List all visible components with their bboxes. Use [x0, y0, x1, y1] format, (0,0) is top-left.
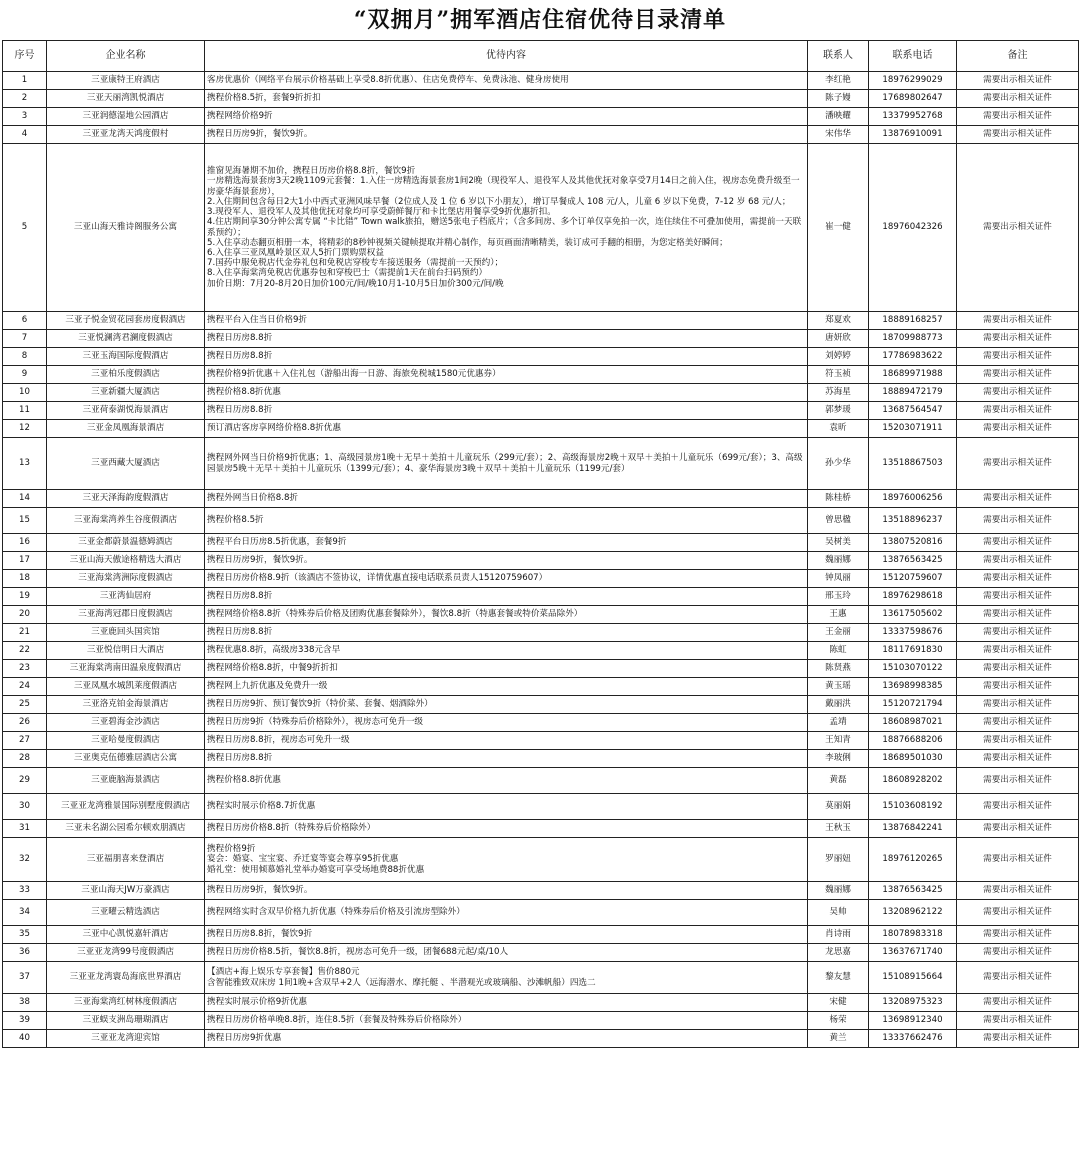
row-company: 三亚悦信明日大酒店 — [47, 642, 205, 660]
row-contact: 黄兰 — [808, 1030, 869, 1048]
row-index: 18 — [3, 570, 47, 588]
row-note: 需要出示相关证件 — [957, 750, 1079, 768]
row-phone: 13698912340 — [869, 1012, 957, 1030]
row-company: 三亚鹿脑海景酒店 — [47, 768, 205, 794]
row-contact: 宋健 — [808, 994, 869, 1012]
row-index: 24 — [3, 678, 47, 696]
row-offer: 携程日历房8.8折 — [205, 588, 808, 606]
row-phone: 13698998385 — [869, 678, 957, 696]
row-index: 17 — [3, 552, 47, 570]
row-offer: 携程平台入住当日价格9折 — [205, 312, 808, 330]
row-note: 需要出示相关证件 — [957, 678, 1079, 696]
header-offer: 优待内容 — [205, 41, 808, 72]
table-row — [3, 660, 1079, 678]
row-offer: 携程价格8.5折，套餐9折折扣 — [205, 90, 808, 108]
table-row — [3, 108, 1079, 126]
row-index: 12 — [3, 420, 47, 438]
row-company: 三亚天丽湾凯悦酒店 — [47, 90, 205, 108]
row-index: 25 — [3, 696, 47, 714]
row-offer: 携程日历房8.8折 — [205, 402, 808, 420]
row-phone: 18876688206 — [869, 732, 957, 750]
row-index: 27 — [3, 732, 47, 750]
row-note: 需要出示相关证件 — [957, 732, 1079, 750]
row-index: 13 — [3, 438, 47, 490]
row-company: 三亚山海天傲途格精选大酒店 — [47, 552, 205, 570]
row-offer: 携程价格9折优惠＋入住礼包（游船出海一日游、海旅免税城1580元优惠券） — [205, 366, 808, 384]
row-note: 需要出示相关证件 — [957, 624, 1079, 642]
row-contact: 龙思嘉 — [808, 944, 869, 962]
row-company: 三亚曜云精选酒店 — [47, 900, 205, 926]
row-company: 三亚金凤凰海景酒店 — [47, 420, 205, 438]
row-phone: 13687564547 — [869, 402, 957, 420]
row-phone: 13379952768 — [869, 108, 957, 126]
row-index: 1 — [3, 72, 47, 90]
row-contact: 黄玉瑶 — [808, 678, 869, 696]
row-phone: 13876563425 — [869, 882, 957, 900]
row-offer: 携程价格8.8折优惠 — [205, 768, 808, 794]
row-phone: 15103070122 — [869, 660, 957, 678]
table-row — [3, 90, 1079, 108]
row-contact: 王秋玉 — [808, 820, 869, 838]
row-offer: 携程实时展示价格8.7折优惠 — [205, 794, 808, 820]
row-phone: 18689501030 — [869, 750, 957, 768]
row-note: 需要出示相关证件 — [957, 794, 1079, 820]
row-offer: 携程日历房8.8折，视房态可免升一级 — [205, 732, 808, 750]
row-company: 三亚康特王府酒店 — [47, 72, 205, 90]
table-row — [3, 714, 1079, 732]
row-phone: 15108915664 — [869, 962, 957, 994]
row-company: 三亚蜈支洲岛珊瑚酒店 — [47, 1012, 205, 1030]
row-phone: 15120721794 — [869, 696, 957, 714]
table-row — [3, 126, 1079, 144]
row-company: 三亚中心凯悦嘉轩酒店 — [47, 926, 205, 944]
row-contact: 曾思楹 — [808, 508, 869, 534]
row-index: 29 — [3, 768, 47, 794]
row-contact: 杨荣 — [808, 1012, 869, 1030]
table-row — [3, 312, 1079, 330]
row-note: 需要出示相关证件 — [957, 926, 1079, 944]
row-company: 三亚亚龙湾天鸿度假村 — [47, 126, 205, 144]
row-note: 需要出示相关证件 — [957, 900, 1079, 926]
row-note: 需要出示相关证件 — [957, 312, 1079, 330]
row-offer: 携程网络实时含双早价格九折优惠（特殊券后价格及引流房型除外） — [205, 900, 808, 926]
row-offer: 推窗见海暑期不加价，携程日历房价格8.8折，餐饮9折 一房精选海景套房3天2晚1109元套餐：1.入住一房精选海景套房1间2晚（现役军人、退役军人及其他优抚对象享受7月14日之前入住，视房态免费升级至一房豪华海景套房）， 2.入住期间包含每日2大1小中西式亚洲风味早餐（2位成人及 1 位 6 岁以下小朋友），增订早餐成人 108 元/人，儿童 6 岁以下免费，7-12 岁 68 元/人； 3.现役军人、退役军人及其他优抚对象均可享受蔚鲜餐厅和卡比堡店用餐享受9折优惠折扣。 4.住店期间享30分钟公寓专属 “卡比错” Town walk旅拍，赠送5张电子档底片；（含多间房、多个订单仅享免拍一次，连住续住不可叠加使用，需提前一天联系预约）； 5.入住享动态翻页相册一本，将精彩的8秒钟视频关键帧提取并精心制作，每页画面清晰精美，装订成可手翻的相册，为您定格美好瞬间； 6.入住享三亚凤凰岭景区双人5折门票购票权益 7.国药中服免税店代金券礼包和免税店穿梭专车接送服务（需提前一天预约）； 8.入住享海棠湾免税店优惠券包和穿梭巴士（需提前1天在前台扫码预约） 加价日期：7月20-8月20日加价100元/间/晚10月1-10月5日加价300元/间/晚 — [205, 144, 808, 312]
row-company: 三亚未名湖公园希尔顿欢朋酒店 — [47, 820, 205, 838]
row-offer: 携程日历房9折，餐饮9折。 — [205, 882, 808, 900]
table-row — [3, 1030, 1079, 1048]
table-row — [3, 438, 1079, 490]
table-row — [3, 508, 1079, 534]
row-phone: 13637671740 — [869, 944, 957, 962]
row-offer: 携程外网当日价格8.8折 — [205, 490, 808, 508]
row-contact: 吴树美 — [808, 534, 869, 552]
row-phone: 13807520816 — [869, 534, 957, 552]
table-row — [3, 678, 1079, 696]
row-index: 39 — [3, 1012, 47, 1030]
row-company: 三亚亚龙湾迎宾馆 — [47, 1030, 205, 1048]
row-phone: 13208962122 — [869, 900, 957, 926]
row-contact: 王惠 — [808, 606, 869, 624]
header-phone: 联系电话 — [869, 41, 957, 72]
row-company: 三亚天泽海韵度假酒店 — [47, 490, 205, 508]
row-contact: 魏丽娜 — [808, 882, 869, 900]
row-phone: 13876910091 — [869, 126, 957, 144]
row-note: 需要出示相关证件 — [957, 348, 1079, 366]
row-note: 需要出示相关证件 — [957, 508, 1079, 534]
table-row — [3, 366, 1079, 384]
table-row — [3, 962, 1079, 994]
row-contact: 肖诗雨 — [808, 926, 869, 944]
row-phone: 18976299029 — [869, 72, 957, 90]
row-company: 三亚海棠湾南田温泉度假酒店 — [47, 660, 205, 678]
row-phone: 15103608192 — [869, 794, 957, 820]
row-company: 三亚子悦金贸花园套房度假酒店 — [47, 312, 205, 330]
row-index: 3 — [3, 108, 47, 126]
table-row — [3, 882, 1079, 900]
table-row — [3, 926, 1079, 944]
row-note: 需要出示相关证件 — [957, 820, 1079, 838]
row-contact: 魏丽娜 — [808, 552, 869, 570]
row-offer: 客房优惠价（网络平台展示价格基础上享受8.8折优惠）、住店免费停车、免费泳池、健身房使用 — [205, 72, 808, 90]
row-note: 需要出示相关证件 — [957, 438, 1079, 490]
table-body — [3, 72, 1079, 1048]
row-offer: 携程日历房9折，餐饮9折。 — [205, 126, 808, 144]
row-offer: 携程网络价格8.8折（特殊券后价格及团购优惠套餐除外），餐饮8.8折（特惠套餐或特价菜品除外） — [205, 606, 808, 624]
row-note: 需要出示相关证件 — [957, 1030, 1079, 1048]
row-company: 三亚润德湿地公园酒店 — [47, 108, 205, 126]
table-row — [3, 696, 1079, 714]
row-offer: 预订酒店客房享网络价格8.8折优惠 — [205, 420, 808, 438]
row-company: 三亚湾仙居府 — [47, 588, 205, 606]
row-note: 需要出示相关证件 — [957, 994, 1079, 1012]
row-note: 需要出示相关证件 — [957, 606, 1079, 624]
row-offer: 携程日历房价格8.9折（该酒店不签协议，详情优惠直接电话联系员责人15120759607） — [205, 570, 808, 588]
row-offer: 携程日历房8.8折 — [205, 750, 808, 768]
row-note: 需要出示相关证件 — [957, 490, 1079, 508]
row-company: 三亚山海天JW万豪酒店 — [47, 882, 205, 900]
row-contact: 陈桂桥 — [808, 490, 869, 508]
row-index: 23 — [3, 660, 47, 678]
table-row — [3, 402, 1079, 420]
row-index: 19 — [3, 588, 47, 606]
table-row — [3, 570, 1079, 588]
row-contact: 陈贤燕 — [808, 660, 869, 678]
row-phone: 13876842241 — [869, 820, 957, 838]
row-company: 三亚柏乐度假酒店 — [47, 366, 205, 384]
row-contact: 李红艳 — [808, 72, 869, 90]
hotel-offer-table — [2, 40, 1079, 1048]
row-offer: 携程日历房8.8折 — [205, 330, 808, 348]
row-note: 需要出示相关证件 — [957, 402, 1079, 420]
row-contact: 吴帅 — [808, 900, 869, 926]
row-company: 三亚鹿回头国宾馆 — [47, 624, 205, 642]
header-index: 序号 — [3, 41, 47, 72]
table-row — [3, 838, 1079, 882]
row-index: 30 — [3, 794, 47, 820]
row-contact: 邢玉玲 — [808, 588, 869, 606]
table-row — [3, 624, 1079, 642]
row-phone: 13337598676 — [869, 624, 957, 642]
row-index: 34 — [3, 900, 47, 926]
row-company: 三亚凤凰水城凯莱度假酒店 — [47, 678, 205, 696]
row-phone: 18078983318 — [869, 926, 957, 944]
table-row — [3, 750, 1079, 768]
row-company: 三亚金都蔚景温德姆酒店 — [47, 534, 205, 552]
row-offer: 携程网上九折优惠及免费升一级 — [205, 678, 808, 696]
row-note: 需要出示相关证件 — [957, 384, 1079, 402]
row-index: 5 — [3, 144, 47, 312]
row-note: 需要出示相关证件 — [957, 944, 1079, 962]
row-note: 需要出示相关证件 — [957, 420, 1079, 438]
row-index: 6 — [3, 312, 47, 330]
row-offer: 携程日历房价格8.8折（特殊券后价格除外） — [205, 820, 808, 838]
row-index: 4 — [3, 126, 47, 144]
row-contact: 孟靖 — [808, 714, 869, 732]
row-note: 需要出示相关证件 — [957, 588, 1079, 606]
row-phone: 18976006256 — [869, 490, 957, 508]
row-contact: 黄磊 — [808, 768, 869, 794]
row-index: 33 — [3, 882, 47, 900]
row-note: 需要出示相关证件 — [957, 882, 1079, 900]
row-index: 35 — [3, 926, 47, 944]
row-offer: 携程日历房价格单晚8.8折，连住8.5折（套餐及特殊券后价格除外） — [205, 1012, 808, 1030]
row-contact: 钟凤丽 — [808, 570, 869, 588]
row-contact: 崔一健 — [808, 144, 869, 312]
row-phone: 18689971988 — [869, 366, 957, 384]
row-contact: 袁昕 — [808, 420, 869, 438]
row-company: 三亚碧海金沙酒店 — [47, 714, 205, 732]
row-note: 需要出示相关证件 — [957, 1012, 1079, 1030]
row-company: 三亚海棠湾洲际度假酒店 — [47, 570, 205, 588]
row-contact: 黎友慧 — [808, 962, 869, 994]
row-offer: 携程日历房9折、预订餐饮9折（特价菜、套餐、烟酒除外） — [205, 696, 808, 714]
row-phone: 13617505602 — [869, 606, 957, 624]
row-index: 40 — [3, 1030, 47, 1048]
row-contact: 潘映耀 — [808, 108, 869, 126]
row-index: 36 — [3, 944, 47, 962]
row-index: 9 — [3, 366, 47, 384]
table-row — [3, 732, 1079, 750]
row-company: 三亚海湾冠郡日度假酒店 — [47, 606, 205, 624]
row-company: 三亚亚龙湾99号度假酒店 — [47, 944, 205, 962]
row-offer: 【酒店+海上娱乐专享套餐】售价880元 含智能雅致双床房 1间1晚+含双早+2人（远海潜水、摩托艇 、半潜观光或玻璃船、沙滩帆船）四选二 — [205, 962, 808, 994]
row-note: 需要出示相关证件 — [957, 642, 1079, 660]
row-index: 10 — [3, 384, 47, 402]
row-phone: 13876563425 — [869, 552, 957, 570]
row-company: 三亚西藏大厦酒店 — [47, 438, 205, 490]
table-row — [3, 72, 1079, 90]
row-offer: 携程日历房8.8折 — [205, 348, 808, 366]
table-row — [3, 384, 1079, 402]
row-index: 8 — [3, 348, 47, 366]
row-phone: 13518867503 — [869, 438, 957, 490]
row-note: 需要出示相关证件 — [957, 768, 1079, 794]
row-offer: 携程网络价格8.8折，中餐9折折扣 — [205, 660, 808, 678]
row-note: 需要出示相关证件 — [957, 552, 1079, 570]
row-contact: 王知青 — [808, 732, 869, 750]
table-row — [3, 588, 1079, 606]
table-row — [3, 348, 1079, 366]
row-note: 需要出示相关证件 — [957, 962, 1079, 994]
row-phone: 17786983622 — [869, 348, 957, 366]
header-note: 备注 — [957, 41, 1079, 72]
row-company: 三亚悦澜湾君澜度假酒店 — [47, 330, 205, 348]
row-offer: 携程价格8.5折 — [205, 508, 808, 534]
row-index: 15 — [3, 508, 47, 534]
row-phone: 13208975323 — [869, 994, 957, 1012]
row-company: 三亚亚龙湾雅景国际别墅度假酒店 — [47, 794, 205, 820]
row-company: 三亚海棠湾红树林度假酒店 — [47, 994, 205, 1012]
row-index: 32 — [3, 838, 47, 882]
table-row — [3, 768, 1079, 794]
table-row — [3, 944, 1079, 962]
row-offer: 携程网外网当日价格9折优惠；1、高级园景房1晚＋无早＋美拍＋儿童玩乐（299元/套）；2、高级海景房2晚＋双早＋美拍＋儿童玩乐（699元/套）；3、高级园景房5晚＋无早＋美拍＋儿童玩乐（1399元/套）；4、豪华海景房3晚＋双早＋美拍＋儿童玩乐（1199元/套） — [205, 438, 808, 490]
row-phone: 13518896237 — [869, 508, 957, 534]
row-phone: 18976120265 — [869, 838, 957, 882]
row-note: 需要出示相关证件 — [957, 330, 1079, 348]
row-contact: 郑夏欢 — [808, 312, 869, 330]
row-note: 需要出示相关证件 — [957, 660, 1079, 678]
row-phone: 18608987021 — [869, 714, 957, 732]
row-company: 三亚海棠湾养生谷度假酒店 — [47, 508, 205, 534]
row-index: 16 — [3, 534, 47, 552]
row-contact: 孙少华 — [808, 438, 869, 490]
row-company: 三亚山海天雅诗阁服务公寓 — [47, 144, 205, 312]
table-row — [3, 794, 1079, 820]
row-company: 三亚哈曼度假酒店 — [47, 732, 205, 750]
table-row — [3, 820, 1079, 838]
row-note: 需要出示相关证件 — [957, 838, 1079, 882]
row-index: 26 — [3, 714, 47, 732]
row-company: 三亚玉海国际度假酒店 — [47, 348, 205, 366]
table-row — [3, 144, 1079, 312]
row-note: 需要出示相关证件 — [957, 90, 1079, 108]
row-offer: 携程优惠8.8折，高级房338元含早 — [205, 642, 808, 660]
row-offer: 携程网络价格9折 — [205, 108, 808, 126]
row-phone: 18976042326 — [869, 144, 957, 312]
row-offer: 携程实时展示价格9折优惠 — [205, 994, 808, 1012]
row-note: 需要出示相关证件 — [957, 108, 1079, 126]
table-row — [3, 642, 1079, 660]
row-note: 需要出示相关证件 — [957, 696, 1079, 714]
table-row — [3, 330, 1079, 348]
row-phone: 18976298618 — [869, 588, 957, 606]
row-offer: 携程日历房8.8折，餐饮9折 — [205, 926, 808, 944]
row-phone: 18709988773 — [869, 330, 957, 348]
table-row — [3, 534, 1079, 552]
row-company: 三亚福朋喜来登酒店 — [47, 838, 205, 882]
row-index: 22 — [3, 642, 47, 660]
row-note: 需要出示相关证件 — [957, 570, 1079, 588]
row-phone: 17689802647 — [869, 90, 957, 108]
row-offer: 携程价格9折 宴会：婚宴、宝宝宴、乔迁宴等宴会尊享95折优惠 婚礼堂：使用倾慕婚礼堂举办婚宴可享受场地费88折优惠 — [205, 838, 808, 882]
row-offer: 携程日历房9折优惠 — [205, 1030, 808, 1048]
row-phone: 13337662476 — [869, 1030, 957, 1048]
row-contact: 符玉祯 — [808, 366, 869, 384]
row-index: 38 — [3, 994, 47, 1012]
row-index: 7 — [3, 330, 47, 348]
row-contact: 宋伟华 — [808, 126, 869, 144]
row-offer: 携程日历房9折（特殊券后价格除外），视房态可免升一级 — [205, 714, 808, 732]
row-index: 37 — [3, 962, 47, 994]
row-phone: 15203071911 — [869, 420, 957, 438]
table-row — [3, 606, 1079, 624]
row-contact: 王金丽 — [808, 624, 869, 642]
table-header-row — [3, 41, 1079, 72]
row-index: 11 — [3, 402, 47, 420]
row-index: 28 — [3, 750, 47, 768]
row-contact: 戴丽洪 — [808, 696, 869, 714]
row-offer: 携程平台日历房8.5折优惠，套餐9折 — [205, 534, 808, 552]
row-offer: 携程价格8.8折优惠 — [205, 384, 808, 402]
row-company: 三亚奥克伍德雅居酒店公寓 — [47, 750, 205, 768]
row-contact: 郭梦瑗 — [808, 402, 869, 420]
row-phone: 18889472179 — [869, 384, 957, 402]
row-contact: 苏海星 — [808, 384, 869, 402]
table-row — [3, 900, 1079, 926]
row-index: 31 — [3, 820, 47, 838]
row-contact: 陈子嫚 — [808, 90, 869, 108]
header-contact: 联系人 — [808, 41, 869, 72]
row-offer: 携程日历房价格8.5折，餐饮8.8折，视房态可免升一级，团餐688元起/桌/10人 — [205, 944, 808, 962]
row-note: 需要出示相关证件 — [957, 144, 1079, 312]
row-note: 需要出示相关证件 — [957, 366, 1079, 384]
row-note: 需要出示相关证件 — [957, 126, 1079, 144]
row-index: 21 — [3, 624, 47, 642]
header-company: 企业名称 — [47, 41, 205, 72]
row-contact: 莫丽娟 — [808, 794, 869, 820]
table-row — [3, 1012, 1079, 1030]
table-row — [3, 420, 1079, 438]
table-row — [3, 490, 1079, 508]
row-index: 20 — [3, 606, 47, 624]
row-offer: 携程日历房8.8折 — [205, 624, 808, 642]
row-note: 需要出示相关证件 — [957, 72, 1079, 90]
table-row — [3, 994, 1079, 1012]
row-contact: 罗丽妞 — [808, 838, 869, 882]
table-row — [3, 552, 1079, 570]
row-note: 需要出示相关证件 — [957, 714, 1079, 732]
row-company: 三亚荷泰湖悦海景酒店 — [47, 402, 205, 420]
row-company: 三亚洛克铂金海景酒店 — [47, 696, 205, 714]
row-note: 需要出示相关证件 — [957, 534, 1079, 552]
row-phone: 15120759607 — [869, 570, 957, 588]
row-phone: 18889168257 — [869, 312, 957, 330]
row-offer: 携程日历房9折，餐饮9折。 — [205, 552, 808, 570]
row-index: 2 — [3, 90, 47, 108]
row-index: 14 — [3, 490, 47, 508]
row-contact: 刘婷婷 — [808, 348, 869, 366]
row-contact: 唐妍欣 — [808, 330, 869, 348]
row-contact: 李玻俐 — [808, 750, 869, 768]
row-phone: 18608928202 — [869, 768, 957, 794]
row-phone: 18117691830 — [869, 642, 957, 660]
row-contact: 陈虹 — [808, 642, 869, 660]
row-company: 三亚新疆大厦酒店 — [47, 384, 205, 402]
document-title: “双拥月”拥军酒店住宿优待目录清单 — [353, 7, 727, 33]
row-company: 三亚亚龙湾寰岛海底世界酒店 — [47, 962, 205, 994]
